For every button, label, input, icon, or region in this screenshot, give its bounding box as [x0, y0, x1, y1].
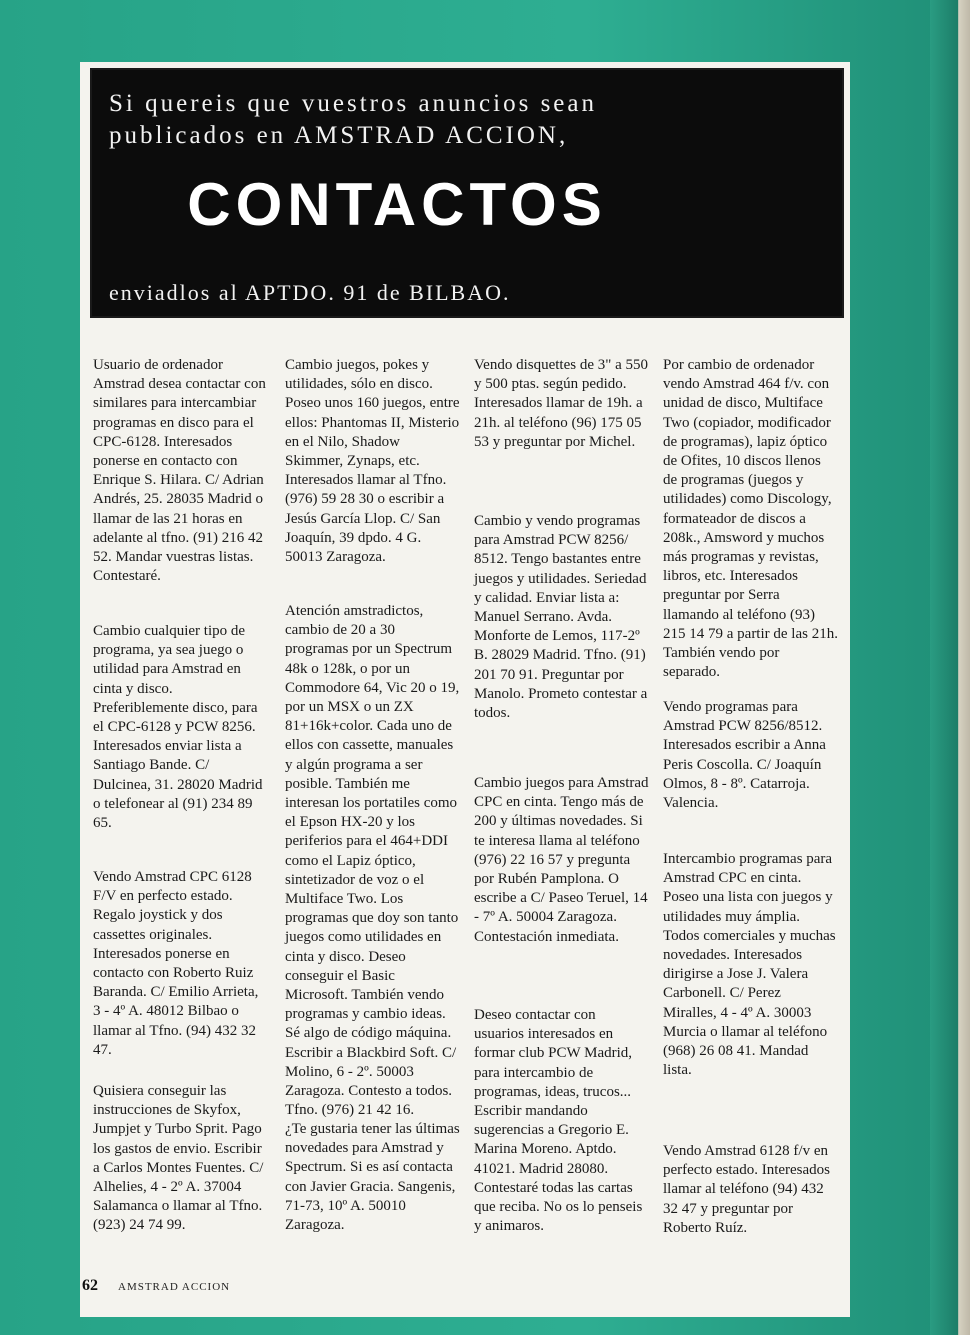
classified-ad: Por cambio de ordenador vendo Amstrad 464 f/v. con unidad de disco, Multiface Two (copiador, modificador de programas), lapiz óptico de Ofites, 10 discos llenos de programas (juegos y utilidades) como Discology, formateador de discos a 208k., Amsword y muchos más programas y revistas, libros, etc. Interesados preguntar por Serra llamando al teléfono (93) 215 14 79 a partir de las 21h. También vendo por separado.: [663, 357, 838, 681]
header-address-line: enviadlos al APTDO. 91 de BILBAO.: [109, 280, 511, 305]
classified-ad: Cambio cualquier tipo de programa, ya sea juego o utilidad para Amstrad en cinta y disco. Preferiblemente disco, para el CPC-6128 y PCW 8256. Interesados enviar lista a Santiago Bande. C/ Dulcinea, 31. 28020 Madrid o telefonear al (91) 234 89 65.: [93, 623, 263, 832]
header-intro-line-2: publicados en AMSTRAD ACCION,: [109, 122, 569, 149]
classified-ad: ¿Te gustaria tener las últimas novedades para Amstrad y Spectrum. Si es así contacta con Javier Gracia. Sangenis, 71-73, 10º A. 50010 Zaragoza.: [285, 1121, 460, 1234]
header-banner: [90, 68, 844, 318]
page-number: 62: [82, 1277, 98, 1294]
classified-ad: Vendo disquettes de 3" a 550 y 500 ptas. según pedido. Interesados llamar de 19h. a 21h. al teléfono (96) 175 05 53 y preguntar por Michel.: [474, 357, 649, 450]
classified-ad: Vendo programas para Amstrad PCW 8256/8512. Interesados escribir a Anna Peris Coscolla. C/ Joaquín Olmos, 8 - 8º. Catarroja. Valencia.: [663, 699, 826, 812]
magazine-name: AMSTRAD ACCION: [118, 1281, 231, 1293]
classified-ad: Cambio juegos para Amstrad CPC en cinta. Tengo más de 200 y últimas novedades. Si te interesa llama al teléfono (976) 22 16 57 y pregunta por Rubén Pamplona. O escribe a C/ Paseo Teruel, 14 - 7º A. 50004 Zaragoza. Contestación inmediata.: [474, 775, 649, 945]
classified-ad: Intercambio programas para Amstrad CPC en cinta. Poseo una lista con juegos y utilidades muy ámplia. Todos comerciales y muchas novedades. Interesados dirigirse a Jose J. Valera Carbonell. C/ Perez Miralles, 4 - 4º A. 30003 Murcia o llamar al teléfono (968) 26 08 41. Mandad lista.: [663, 851, 836, 1079]
classified-ad: Cambio y vendo programas para Amstrad PCW 8256/ 8512. Tengo bastantes entre juegos y utilidades. Seriedad y calidad. Enviar lista a: Manuel Serrano. Avda. Monforte de Lemos, 117-2º B. 28029 Madrid. Tfno. (91) 201 70 91. Preguntar por Manolo. Prometo contestar a todos.: [474, 513, 648, 722]
header-intro-line-1: Si quereis que vuestros anuncios sean: [109, 90, 598, 117]
classified-ad: Quisiera conseguir las instrucciones de Skyfox, Jumpjet y Turbo Sprit. Pago los gastos de envio. Escribir a Carlos Montes Fuentes. C/ Alhelies, 4 - 2º A. 37004 Salamanca o llamar al Tfno. (923) 24 74 99.: [93, 1083, 264, 1234]
classified-ad: Usuario de ordenador Amstrad desea contactar con similares para intercambiar programas en disco para el CPC-6128. Interesados ponerse en contacto con Enrique S. Hilara. C/ Adrian Andrés, 25. 28035 Madrid o llamar de las 21 horas en adelante al tfno. (91) 216 42 52. Mandar vuestras listas. Contestaré.: [93, 357, 266, 585]
classified-ad: Deseo contactar con usuarios interesados en formar club PCW Madrid, para intercambio de programas, ideas, trucos... Escribir mandando sugerencias a Gregorio E. Marina Moreno. Aptdo. 41021. Madrid 28080. Contestaré todas las cartas que reciba. No os lo penseis y animaros.: [474, 1007, 643, 1235]
page-title: CONTACTOS: [187, 171, 607, 238]
classified-ad: Cambio juegos, pokes y utilidades, sólo en disco. Poseo unos 160 juegos, entre ellos: Phantomas II, Misterio en el Nilo, Shadow Skimmer, Zynaps, etc. Interesados llamar al Tfno. (976) 59 28 30 o escribir a Jesús García Llop. C/ San Joaquín, 39 dpdo. 4 G. 50013 Zaragoza.: [285, 357, 460, 566]
classified-ad: Vendo Amstrad CPC 6128 F/V en perfecto estado. Regalo joystick y dos cassettes originales. Interesados ponerse en contacto con Roberto Ruiz Baranda. C/ Emilio Arrieta, 3 - 4º A. 48012 Bilbao o llamar al Tfno. (94) 432 32 47.: [93, 869, 259, 1058]
classified-ad: Atención amstradictos, cambio de 20 a 30 programas por un Spectrum 48k o 128k, o por un Commodore 64, Vic 20 o 19, por un MSX o un ZX 81+16k+color. Cada uno de ellos con cassette, manuales y algún programa a ser posible. También me interesan los portatiles como el Epson HX-20 y los periferios para el 464+DDI como el Lapiz óptico, sintetizador de voz o el Multiface Two. Los programas que doy son tanto juegos como utilidades en cinta y disco. Deseo conseguir el Basic Microsoft. También vendo programas y cambio ideas. Sé algo de código máquina. Escribir a Blackbird Soft. C/ Molino, 6 - 2º. 50003 Zaragoza. Contesto a todos. Tfno. (976) 21 42 16.: [285, 603, 460, 1119]
page-edge: [930, 0, 970, 1335]
classified-ad: Vendo Amstrad 6128 f/v en perfecto estado. Interesados llamar al teléfono (94) 432 32 47 y preguntar por Roberto Ruíz.: [663, 1143, 831, 1236]
